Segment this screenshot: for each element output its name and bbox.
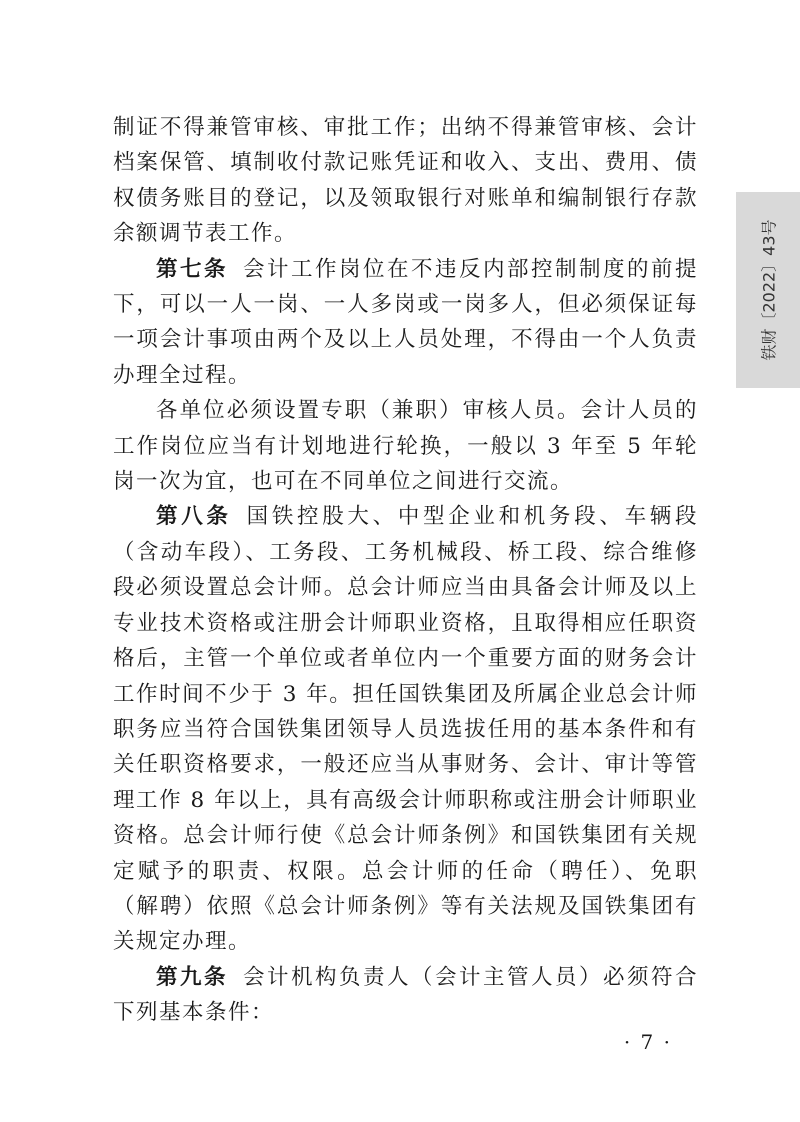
paragraph-text: 会计工作岗位在不违反内部控制制度的前提下，可以一人一岗、一人多岗或一岗多人，但必须保证每一项会计事项由两个及以上人员处理，不得由一个人负责办理全过程。 bbox=[113, 256, 698, 388]
article-heading-8: 第八条 bbox=[156, 504, 232, 530]
paragraph-text: 各单位必须设置专职（兼职）审核人员。会计人员的工作岗位应当有计划地进行轮换，一般以 3 年至 5 年轮岗一次为宜，也可在不同单位之间进行交流。 bbox=[113, 398, 698, 495]
page-number: · 7 · bbox=[623, 1030, 672, 1054]
article-heading-9: 第九条 bbox=[156, 964, 228, 990]
paragraph-text: 制证不得兼管审核、审批工作；出纳不得兼管审核、会计档案保管、填制收付款记账凭证和收入、支出、费用、债权债务账目的登记，以及领取银行对账单和编制银行存款余额调节表工作。 bbox=[113, 115, 698, 247]
document-side-tab bbox=[736, 192, 800, 388]
paragraph-text: 会计机构负责人（会计主管人员）必须符合下列基本条件： bbox=[113, 964, 698, 1026]
article-heading-7: 第七条 bbox=[156, 256, 228, 282]
paragraph-article-8 bbox=[113, 499, 698, 959]
paragraph-continuation bbox=[113, 110, 698, 252]
paragraph-article-9 bbox=[113, 960, 698, 1031]
document-number-label: 铁财〔2022〕43号 bbox=[759, 219, 779, 361]
paragraph-article-7 bbox=[113, 252, 698, 394]
paragraph-review-staff bbox=[113, 393, 698, 499]
paragraph-text: 国铁控股大、中型企业和机务段、车辆段（含动车段）、工务段、工务机械段、桥工段、综合维修段必须设置总会计师。总会计师应当由具备会计师及以上专业技术资格或注册会计师职业资格，且取得相应任职资格后，主管一个单位或者单位内一个重要方面的财务会计工作时间不少于 3 年。担任国铁集团及所属企业总会计师职务应当符合国铁集团领导人员选拔任用的基本条件和有关任职资格要求，一般还应当从事财务、会计、审计等管理工作 8 年以上，具有高级会计师职称或注册会计师职业资格。总会计师行使《总会计师条例》和国铁集团有关规定赋予的职责、权限。总会计师的任命（聘任）、免职（解聘）依照《总会计师条例》等有关法规及国铁集团有关规定办理。 bbox=[113, 504, 698, 955]
document-body bbox=[113, 110, 698, 1031]
